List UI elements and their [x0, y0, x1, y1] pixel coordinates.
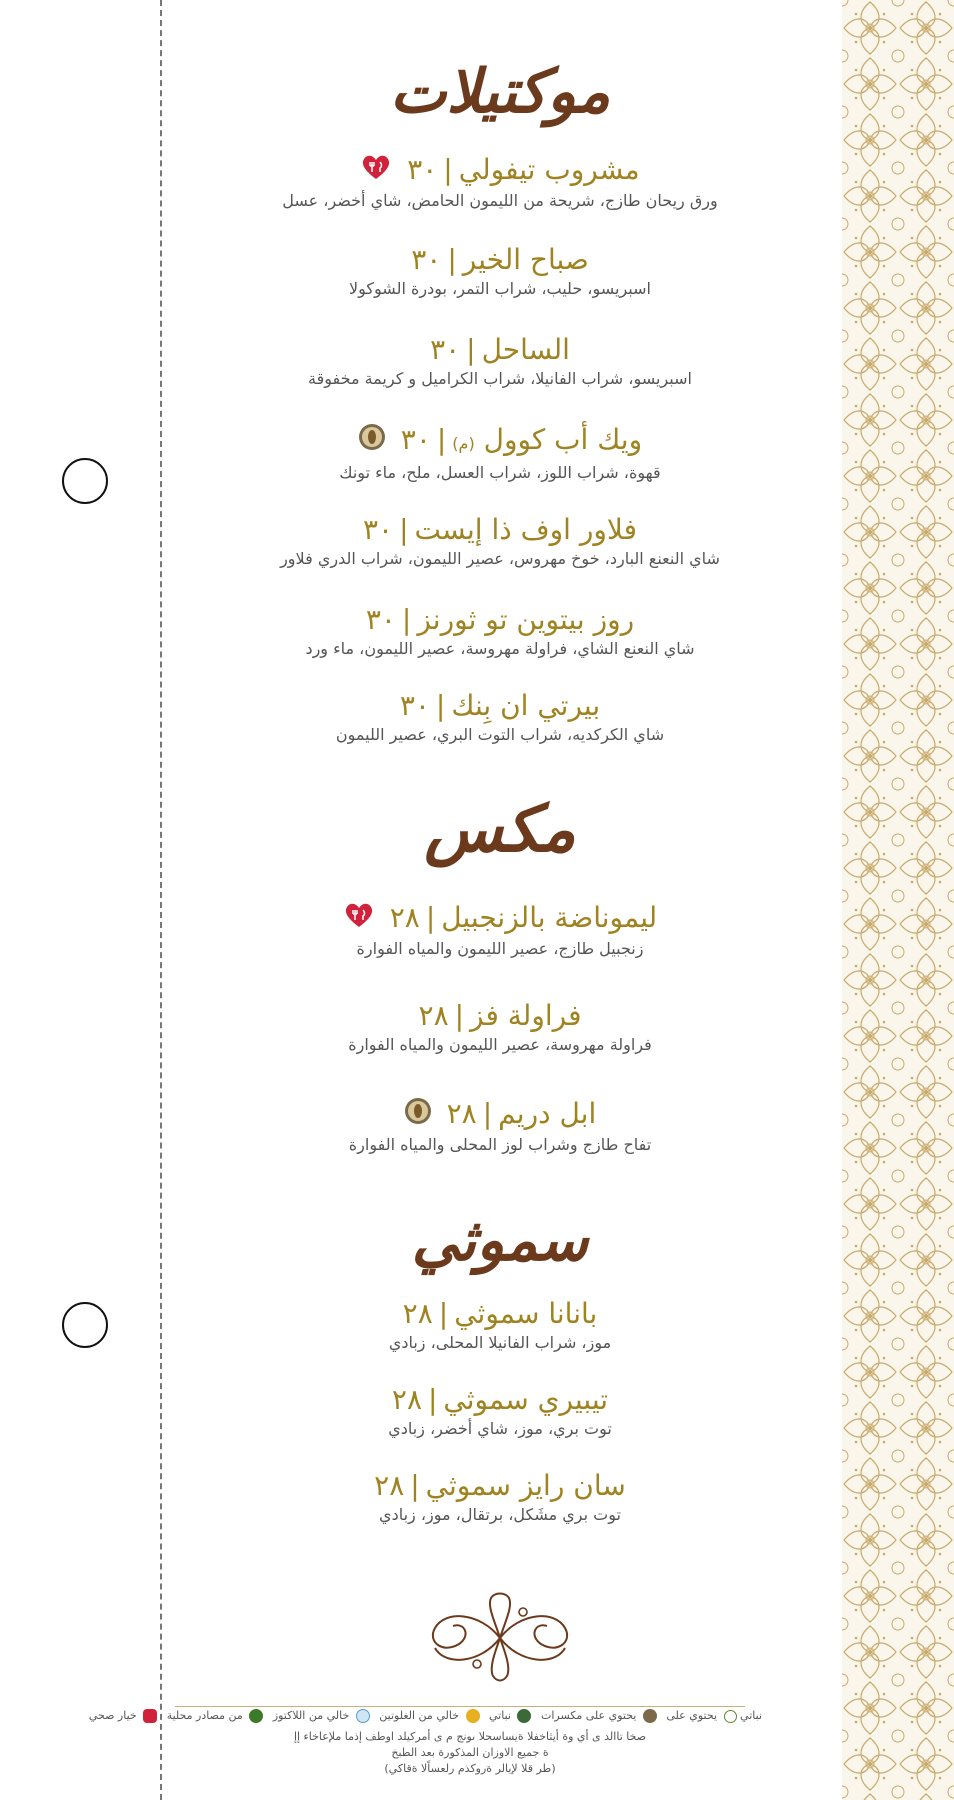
- item-price: ٢٨: [446, 1097, 477, 1130]
- separator: |: [482, 1097, 493, 1130]
- item-name: تيبيري سموثي: [443, 1383, 609, 1416]
- legend-gluten-free-label: خالي من الغلوتين: [379, 1709, 459, 1722]
- item-price: ٣٠: [400, 423, 431, 456]
- item-description: شاي النعنع البارد، خوخ مهروس، عصير الليمون، شراب الدري فلاور: [280, 549, 720, 568]
- menu-item: [175, 242, 825, 300]
- legend-note-line-1: صخا تاالد ى أي وة أيثاخفلا ةيساسحلا ىونج م ى أمركيلد اوطف إذما ملإعاخاء إإ: [293, 1730, 647, 1743]
- legend-divider: [175, 1706, 745, 1707]
- item-price: ٢٨: [418, 999, 449, 1032]
- item-title: [175, 242, 825, 278]
- item-name: سان رايز سموثي: [425, 1469, 626, 1502]
- item-description: اسبريسو، شراب الفانيلا، شراب الكراميل و كريمة مخفوقة: [308, 369, 692, 388]
- item-title: [175, 1296, 825, 1332]
- binder-hole-top: [62, 458, 108, 504]
- item-price: ٢٨: [391, 1383, 422, 1416]
- legend-vegan-contains-label: يحتوي على: [666, 1709, 718, 1722]
- menu-item: [175, 332, 825, 390]
- item-description: قهوة، شراب اللوز، شراب العسل، ملح، ماء تونك: [339, 463, 661, 482]
- item-description: ورق ريحان طازج، شريحة من الليمون الحامض، شاي أخضر، عسل: [282, 190, 718, 210]
- item-title: [175, 688, 825, 724]
- heart-icon: [143, 1709, 157, 1723]
- item-price: ٣٠: [363, 513, 394, 546]
- item-name: بانانا سموثي: [454, 1297, 598, 1330]
- legend-vegan-label: نباتي: [740, 1709, 762, 1722]
- menu-item: [175, 512, 825, 570]
- section-title-mix: مكس: [424, 792, 576, 867]
- vegetarian-icon: [517, 1709, 531, 1723]
- menu-item: [175, 422, 825, 484]
- heart-icon: [343, 901, 375, 938]
- item-name: مشروب تيفولي: [458, 153, 640, 186]
- nuts-icon: [643, 1709, 657, 1723]
- dashed-guide-line: [160, 0, 162, 1800]
- menu-item: [175, 1096, 825, 1156]
- item-tag: (م): [452, 434, 475, 453]
- item-title: [175, 602, 825, 638]
- flourish-ornament: [425, 1592, 575, 1684]
- item-title: [175, 422, 825, 462]
- item-title: [175, 512, 825, 548]
- binder-hole-bottom: [62, 1302, 108, 1348]
- lactose-free-icon: [356, 1709, 370, 1723]
- item-name: ليموناضة بالزنجبيل: [441, 901, 658, 934]
- separator: |: [443, 153, 453, 186]
- separator: |: [410, 1469, 420, 1502]
- item-description: توت بري، موز، شاي أخضر، زبادي: [388, 1419, 612, 1438]
- item-title: [175, 1382, 825, 1418]
- item-name: ويك أب كوول: [483, 423, 643, 456]
- section-title-smoothie: سموثي: [411, 1206, 589, 1274]
- item-name: فراولة فز: [470, 999, 582, 1032]
- separator: |: [454, 999, 465, 1032]
- section-title-cocktails: موكتيلات: [389, 57, 611, 127]
- item-description: زنجبيل طازج، عصير الليمون والمياه الفوارة: [356, 938, 644, 958]
- separator: |: [438, 1297, 449, 1330]
- separator: |: [401, 603, 412, 636]
- item-description: شاي الكركديه، شراب التوت البري، عصير الليمون: [335, 725, 665, 744]
- legend-vegetarian: [489, 1708, 531, 1724]
- item-description: اسبريسو، حليب، شراب التمر، بودرة الشوكولا: [349, 279, 651, 298]
- item-description: توت بري مشَكل، برتقال، موز، زبادي: [379, 1505, 621, 1524]
- menu-item: [175, 688, 825, 746]
- heart-icon: [360, 153, 392, 190]
- ornament-pattern: [842, 0, 954, 1800]
- item-price: ٢٨: [402, 1297, 433, 1330]
- item-price: ٣٠: [407, 153, 438, 186]
- nuts-icon: [404, 1097, 432, 1134]
- legend-local-label: من مصادر محلية: [166, 1709, 243, 1722]
- item-description: موز، شراب الفانيلا المحلى، زبادي: [388, 1333, 612, 1352]
- menu-item: [175, 1468, 825, 1526]
- vegan-icon: [724, 1710, 737, 1723]
- legend-gluten-free: [379, 1708, 479, 1724]
- dietary-legend: [88, 1708, 765, 1724]
- item-price: ٣٠: [430, 333, 461, 366]
- item-price: ٢٨: [374, 1469, 405, 1502]
- item-title: [175, 998, 825, 1034]
- gluten-free-icon: [466, 1709, 480, 1723]
- item-price: ٢٨: [389, 901, 420, 934]
- menu-item: [175, 900, 825, 960]
- separator: |: [447, 243, 457, 276]
- item-description: تفاح طازج وشراب لوز المحلى والمياه الفوارة: [348, 1134, 652, 1154]
- item-name: ابل دريم: [498, 1097, 597, 1130]
- item-price: ٣٠: [365, 603, 396, 636]
- legend-healthy-label: خيار صحي: [88, 1709, 137, 1722]
- legend-lactose-free-label: خالي من اللاكتوز: [272, 1709, 350, 1722]
- legend-healthy: [89, 1708, 157, 1724]
- item-title: [175, 1468, 825, 1504]
- item-title: [175, 1096, 825, 1134]
- item-name: صباح الخير: [462, 243, 589, 276]
- item-description: فراولة مهروسة، عصير الليمون والمياه الفوارة: [348, 1035, 652, 1054]
- legend-vegan: [666, 1708, 762, 1724]
- local-source-icon: [249, 1709, 263, 1723]
- decorative-pattern-strip: [842, 0, 954, 1800]
- separator: |: [427, 1383, 438, 1416]
- separator: |: [425, 901, 436, 934]
- legend-note-line-2: ة جميع الاوزان المذكورة بعد الطبخ: [391, 1746, 549, 1759]
- legend-nuts-label: يحتوي على مكسرات: [540, 1709, 637, 1722]
- menu-item: [175, 1296, 825, 1354]
- legend-note-line-3: (طر قلا لإيالر ةروكذم رلعساًلا ةقاكي): [384, 1762, 556, 1775]
- item-title: [175, 900, 825, 938]
- separator: |: [466, 333, 476, 366]
- nuts-icon: [358, 423, 386, 460]
- item-price: ٣٠: [411, 243, 442, 276]
- separator: |: [399, 513, 409, 546]
- separator: |: [436, 423, 447, 456]
- menu-item: [175, 152, 825, 212]
- item-description: شاي النعنع الشاي، فراولة مهروسة، عصير الليمون، ماء ورد: [305, 639, 695, 658]
- item-name: فلاور اوف ذا إيست: [414, 513, 637, 546]
- menu-item: [175, 1382, 825, 1440]
- legend-local: [167, 1708, 264, 1724]
- item-title: [175, 152, 825, 190]
- legend-vegetarian-label: نباتي: [489, 1709, 511, 1722]
- item-price: ٣٠: [399, 689, 430, 722]
- item-name: روز بيتوين تو ثورنز: [417, 603, 635, 636]
- legend-nuts: [541, 1708, 657, 1724]
- menu-item: [175, 998, 825, 1056]
- item-name: بيرتي ان بِنك: [451, 689, 601, 722]
- menu-item: [175, 602, 825, 660]
- legend-lactose-free: [273, 1708, 370, 1724]
- item-name: الساحل: [481, 333, 570, 366]
- item-title: [175, 332, 825, 368]
- separator: |: [435, 689, 446, 722]
